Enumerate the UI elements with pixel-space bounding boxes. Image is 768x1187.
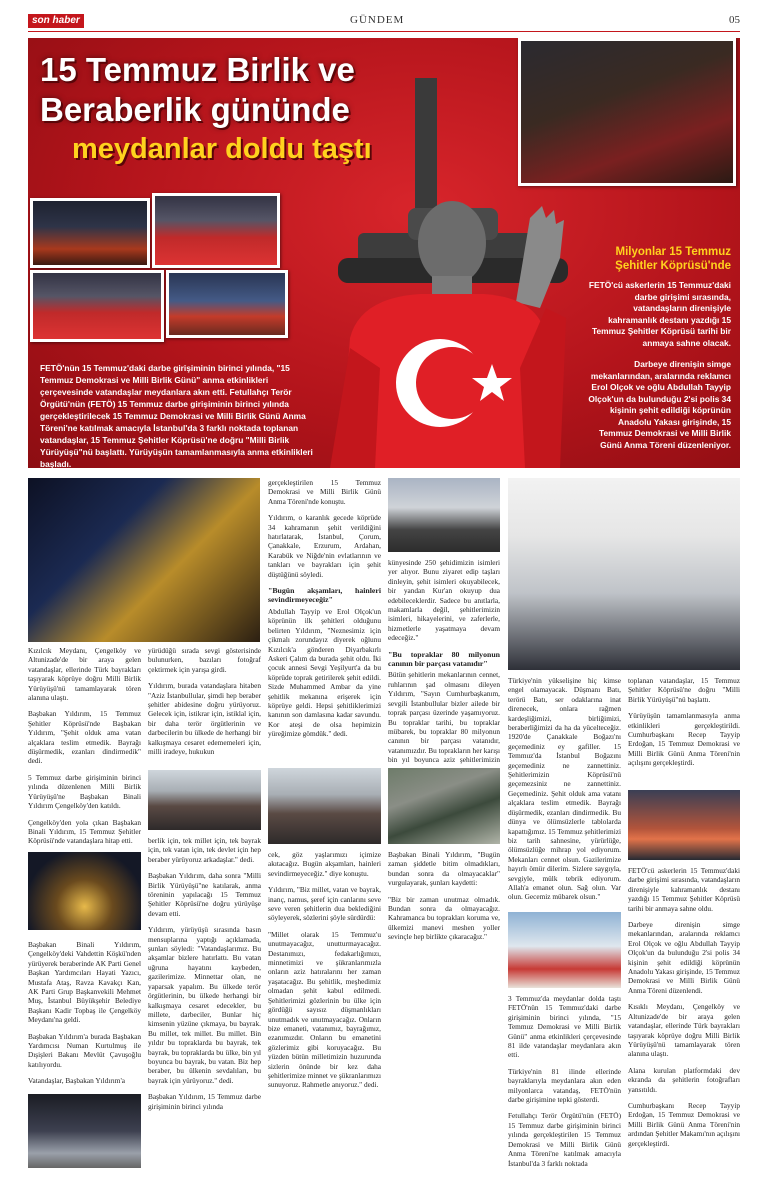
paragraph: "Millet olarak 15 Temmuz'u unutmayacağız, unutturmayacağız. Destanımızı, fedakarlığımızı, minnetimizi ve şükranlarımızla onların aziz hatıralarını her zaman yaşatacağız. Bu şehitlik, meşhedimiz olmadan şehit kabul edilmedi. Şehitlerimizi gözlerinin bu ülke için gördüğü sayısız düşmanlıkları unutmadık ve unutmayacağız. Onların bize emaneti, vatanımız, bayrağımız, ezanımızdır. Onların bu emanetini gözlerimiz gibi koruyacağız. Bu yüzden bütün milletimizin huzurunda sizlerin önünde bir kez daha şehitlerimize minnet ve şükranlarımızı sunuyoruz. Rahmetle anıyoruz." dedi.: [268, 929, 381, 1090]
paragraph: cek, göz yaşlarımızı içimize akıtacağız. Bugün akşamları, hainleri sevindirmeyeceğiz." diye konuştu.: [268, 850, 381, 878]
article-column-5a: [508, 676, 621, 908]
headline-line-3: meydanlar doldu taştı: [72, 133, 372, 165]
subheadline-text: [588, 280, 731, 461]
paragraph: Başbakan Yıldırım, daha sonra "Milli Birlik Yürüyüşü"ne katılarak, anma töreninin yapılacağı 15 Temmuz Şehitler Köprüsü'ne doğru yürüyüşe devam etti.: [148, 871, 261, 918]
article-subheading: "Bu topraklar 80 milyonun canının bir parçası vatanıdır": [388, 649, 500, 669]
paragraph: Yürüyüşün tamamlanmasıyla anma etkinlikleri gerçekleştirildi. Cumhurbaşkanı Recep Tayyip Erdoğan, 15 Temmuz Demokrasi ve Milli Birlik Günü Anma Töreni'nin açılışını gerçekleştirdi.: [628, 711, 740, 768]
paragraph: Vatandaşlar, Başbakan Yıldırım'a: [28, 1076, 126, 1086]
paragraph: Çengelköy'den yola çıkan Başbakan Binali Yıldırım, 15 Temmuz Şehitler Köprüsü'nde vatandaşlara hitap etti.: [28, 817, 141, 846]
paragraph: yürüdüğü sırada sevgi gösterisinde bulunurken, bazıları fotoğraf çektirmek için yarışa girdi.: [148, 646, 261, 674]
article-column-5b: [508, 994, 621, 1168]
article-column-2a: [148, 646, 261, 766]
article-column-3a: [268, 478, 381, 762]
paragraph: "Biz bir zaman unutmaz olmadık. Bundan sonra da olmayacağız. Kahramanca bu toprakları koruma ve, ülkemizi manevi meshen yoller sevinçle hep birlikte çıkaracağız.": [388, 894, 500, 942]
paragraph: berlik için, tek millet için, tek bayrak için, tek vatan için, tek devlet için hep beraber yürüyoruz arkadaşlar." dedi.: [148, 836, 261, 864]
speech-photo: [152, 193, 280, 268]
paragraph: Başbakan Binali Yıldırım, "Bugün zaman şiddetle bitim olmadıkları, bundan sonra da olmayacaklar" vurgulayarak, şunları kaydetti:: [388, 850, 500, 888]
article-column-2b: [148, 836, 261, 1168]
article-column-6a: [628, 676, 740, 788]
paragraph: Türkiye'nin yükselişine hiç kimse engel olamayacak. Düşmanı Batı, terörü Batı, ser odaklarına inat direnecek, onlara rağmen kardeşliğimizi, birliğimizi, beraberliğimizi da ha da yücelteceğiz. 1920'de Çanakkale Boğazı'nı geçemediniz ey gafiller. 15 Temmuz'da İstanbul Boğazını geçemediniz ne zannettiniz. Şehitlerimizin Köprüsü'nü geçemezsiniz ne zannettiniz. Geçemediniz. Şehit olduk ama vatanı alçaklara teslim etmedik. Bayrağı düşürmedik, ezanları dindirmedik. Bu dünya ve ölümsüzlerle tablolarda kapattığımız. 15 Temmuz şehitlerimizi biz tarih sahnesine, yürürlüğe, ölümsüzlüğe mihrap yol ediyorum. Mekanları cennet olsun. Gazilerimize hayırlı ömür dilerim. Sizlere saygıyla, sevgiyle, mülk tebrik ediyorum. Allah'a emanet olun. Sağ olun. Var olun. Gecemiz mübarek olsun.": [508, 676, 621, 902]
paragraph: Yıldırım, yürüyüşü sırasında basın mensuplarına yaptığı açıklamada, şunları söyledi: "Vatandaşlarımız. Bu akşamlar bizlere hatırlattı. Bu vatan uğruna hayatını kaybeden, gazilerimize. Minnettar olan, ne yaparsak yapalım. Bu ülkede terör örgütlerinin, bu ülkede herhangi bir kalkışmaya cesaret edecekler, bu millete, darbeciler, Bunlar hiç kimsenin yüzüne çıkmaya, bu bayrak. Bu millet, tek millet. Bu millet. Bin yıldır bu topraklarda bu bayrak, tek bayrak, bu topraklarda bu ülke, bin yıl boyunca bu bayrak, bu vatan. Biz hep beraber, bu ülkenin sevdalıları, bu bayrak için yürüyoruz." dedi.: [148, 925, 261, 1085]
speaker-waving-photo: [508, 478, 740, 670]
masthead: [0, 0, 768, 34]
page-number: 05: [729, 14, 740, 26]
paragraph: FETÖ'cü askerlerin 15 Temmuz'daki darbe girişimi sırasında, vatandaşların direnişiyle kahramanlık destanı yazdığı 15 Temmuz Şehitler Köprüsü tarihi bir anmaya sahne oldu.: [628, 866, 740, 913]
paragraph: 3 Temmuz'da meydanlar dolda taştı FETÖ'nün 15 Temmuz'daki darbe girişiminin birinci yılında, "15 Temmuz Demokrasi ve Milli Birlik Günü" anma etkinlikleri çerçevesinde 81 ilde vatandaşlar meydanlara akın etti.: [508, 994, 621, 1060]
article-column-1b: [28, 940, 141, 1088]
paragraph: Başbakan Binali Yıldırım, Çengelköy'deki Vahdettin Köşkü'nden yürüyerek beraberinde AK Parti Genel Başkan Yardımcıları Hayati Yazıcı, Mustafa Ataş, Ravza Kavakçı Kan, AK Parti Grup Başkanvekili Mehmet Muş, İstanbul Büyükşehir Belediye Başkanı Kadir Topbaş ile Çengelköy Meydanı'na geldi.: [28, 940, 141, 1025]
article-subheading: "Bugün akşamları, hainleri sevindirmeyeceğiz": [268, 586, 381, 605]
paragraph: gerçekleştirilen 15 Temmuz Demokrasi ve Milli Birlik Günü Anma Töreni'nde konuştu.: [268, 478, 381, 506]
newspaper-logo[interactable]: son haber: [28, 14, 84, 28]
officials-walking-photo: [148, 770, 261, 830]
subheadline-paragraph-2: Darbeye direnişin simge mekanlarından, aralarında reklamcı Erol Olçok ve oğlu Abdullah Tayyip Olçok'un da bulunduğu 2'si polis 34 kişinin şehit edildiği köprünün Anadolu Yakası girişinde, 15 Temmuz Demokrasi ve Milli Birlik Günü Anma Töreni düzenleniyor.: [588, 359, 731, 450]
article-column-1a: [28, 646, 141, 851]
paragraph: Türkiye'nin 81 ilinde ellerinde bayraklarıyla meydanlara akın eden milyonlarca vatandaş, FETÖ'nün darbe girişimine tepki gösterdi.: [508, 1066, 621, 1105]
paragraph: künyesinde 250 şehidimizin isimleri yer alıyor. Bunu ziyaret edip taşları dinleyin, şehit isimleri okuyabilecek, bir yandan Kur'an okuyup dua edebileceklerdir. Sadece bu anıtlarla, makamlarla değil, şehitlerimizin isimleri, hikayelerini, ve zaferlerle, hizmetlerle yaşatmaya devam edeceğiz.": [388, 558, 500, 643]
article-column-6b: [628, 866, 740, 1168]
tank-barrel-shape: [415, 78, 437, 208]
paragraph: 5 Temmuz darbe girişiminin birinci yılında düzenlenen Milli Birlik Yürüyüşü'ne Başbakan Binali Yıldırım Çengelköy'den katıldı.: [28, 772, 141, 811]
paragraph: Başbakan Yıldırım, 15 Temmuz Şehitler Köprüsü'nde Başbakan Yıldırım, "Şehit olduk ama vatan alçaklara teslim etmedik. Bayrağı düşürmedik, ezanları dindirmedik" dedi.: [28, 709, 141, 766]
subheadline: Milyonlar 15 Temmuz Şehitler Köprüsü'nde: [615, 246, 731, 272]
paragraph: Darbeye direnişin simge mekanlarından, aralarında reklamcı Erol Olçok ve oğlu Abdullah Tayyip Olçok'un da bulunduğu 2'si polis 34 kişinin şehit edildiği köprünün Anadolu Yakası girişinde, 15 Temmuz Demokrasi ve Milli Birlik Günü Anma Töreni düzenlendi.: [628, 920, 740, 995]
paragraph: Yıldırım, burada vatandaşlara hitaben "Aziz İstanbullular, şimdi hep beraber şehitler abidesine doğru yürüyoruz. Gelecek için, istikrar için, istiklal için, bir daha terör örgütlerinin ve darbecilerin bu ülkede de herhangi bir kalkışmaya cesaret edememeleri için, milli iradeye, hukukun: [148, 681, 261, 757]
paragraph: Başbakan Yıldırım, 15 Temmuz darbe girişiminin birinci yılında: [148, 1092, 261, 1111]
hero-banner: [28, 38, 740, 468]
article-column-4a: [388, 558, 500, 764]
headline-line-2: Beraberlik gününde: [40, 91, 350, 128]
paragraph: Yıldırım, o karanlık gecede köprüde 34 kahramanın şehit verildiğini hatırlatarak, İstanbul, Çorum, Çanakkale, Erzurum, Ardahan, Karabük ve Niğde'nin evlatlarının ve tankları ve bayrakları için şehit düştüğünü söyledi.: [268, 513, 381, 579]
headline-line-1: 15 Temmuz Birlik ve: [40, 51, 355, 88]
bridge-sunset-photo: [628, 790, 740, 860]
article-column-4b: [388, 850, 500, 1168]
paragraph: Kısıklı Meydanı, Çengelköy ve Altunizade'de bir araya gelen vatandaşlar, ellerinde Türk bayrakları taşıyarak köprüye doğru Milli Birlik Yürüyüşü'nü tamamlayarak tören alanına ulaştı.: [628, 1002, 740, 1059]
paragraph: Cumhurbaşkanı Recep Tayyip Erdoğan, 15 Temmuz Demokrasi ve Milli Birlik Günü Anma Töreni'nin ardından Şehitler Makamı'nın açılışını gerçekleştirdi.: [628, 1100, 740, 1148]
officials-group-photo: [268, 768, 381, 844]
fireworks-crowd-photo: [28, 478, 260, 642]
paragraph: Fetullahçı Terör Örgütü'nün (FETÖ) 15 Temmuz darbe girişiminin birinci yılında gerçekleştirilen 15 Temmuz Demokrasi ve Milli Birlik Günü Anma Töreni'ne katılmak amacıyla İstanbul'da 3 farklı noktada: [508, 1111, 621, 1168]
man-with-flag-shirt-illustration: [320, 198, 580, 468]
crowd-bottom-photo: [28, 1094, 141, 1168]
paragraph: Abdullah Tayyip ve Erol Olçok'un köprünün ilk şehitleri olduğunu belirten Yıldırım, "Neznesimiz için çikmalı zorundayız diyerek oğlunu Kızılcık'a gönderen Diyarbakırlı Askeri Çalım da burada şehit oldu. İki çocuk annesi Sevgi Yeşilyurt'a da bu köprüde toprak getirilerek şehit edildi. Sizde Muhammed Ambar da yine şehitlik mekanına erişerek için köprüye geldi. Hepsi şehitliklerimizi kanının son damlasına kadar savundu. Kor ateşi de olsa hepimizin yüreğimize gömdük." dedi.: [268, 606, 381, 739]
stage-officials-photo: [388, 478, 500, 552]
paragraph: toplanan vatandaşlar, 15 Temmuz Şehitler Köprüsü'ne doğru "Milli Birlik Yürüyüşü"nü başlattı.: [628, 676, 740, 704]
hero-caption: FETÖ'nün 15 Temmuz'daki darbe girişiminin birinci yılında, "15 Temmuz Demokrasi ve Milli Birlik Günü" anma etkinlikleri çerçevesinde vatandaşlar meydanlara akın etti. Fetullahçı Terör Örgütü'nün (FETÖ) 15 Temmuz darbe girişiminin birinci yılında gerçekleştirilecek 15 Temmuz Demokrasi ve Milli Birlik Günü Anma Töreni'ne katılmak amacıyla İstanbul'da 3 farklı noktada toplanan vatandaşlar, 15 Temmuz Şehitler Köprüsü'ne doğru "Milli Birlik Yürüyüşü"nü başlattı. Yürüyüşün tamamlanmasıyla anma etkinlikleri başladı.: [40, 363, 313, 468]
article-column-3b: [268, 850, 381, 1168]
monument-photo: [508, 912, 621, 988]
paragraph: Bütün şehitlerin mekanlarının cennet, ruhlarının şad olmasını dileyen Yıldırım, "Sayın Cumhurbaşkanım, sevgili İstanbullular bizler ailede bir toprak parçası üzerinde yaşamıyoruz. Bu topraklar tarihi, bu topraklar mübarek, bu topraklar 80 milyonun canının bir parçası vatanıdır, vatanımızdır. Bu toprakların her karışı bin yıl boyunca aziz şehitlerimizin: [388, 670, 500, 764]
subheadline-paragraph-1: FETÖ'cü askerlerin 15 Temmuz'daki darbe girişimi sırasında, vatandaşların direnişiyle kahramanlık destanı yazdığı 15 Temmuz Şehitler Köprüsü tarihi bir anmaya sahne olacak.: [588, 280, 731, 348]
bridge-crowd-photo: [166, 270, 288, 338]
section-name: GÜNDEM: [350, 14, 405, 26]
paragraph: Kızılcık Meydanı, Çengelköy ve Altunizade'de bir araya gelen vatandaşlar, ellerinde Türk bayrakları taşıyarak köprüye doğru Milli Birlik Yürüyüşü'nü tamamlayarak tören alanına ulaştı.: [28, 646, 141, 703]
paragraph: Başbakan Yıldırım'a burada Başbakan Yardımcısı Numan Kurtulmuş ile Dışişleri Bakanı Mevlüt Çavuşoğlu katılıyordu.: [28, 1031, 141, 1069]
paragraph: Yıldırım, "Biz millet, vatan ve bayrak, inanç, namus, şeref için canlarını seve seve veren şehitlerin dua beklediğini söyleyerek, sözlerini şöyle sürdürdü:: [268, 885, 381, 923]
paragraph: Alana kurulan platformdaki dev ekranda da şehitlerin fotoğrafları yansıtıldı.: [628, 1065, 740, 1094]
headline: [40, 50, 420, 168]
crowd-with-flags-photo: [518, 38, 736, 186]
aerial-crowd-photo: [388, 768, 500, 844]
header-rule: [28, 31, 740, 32]
night-stage-photo: [28, 852, 141, 930]
red-crowd-photo: [30, 270, 164, 342]
bridge-night-photo: [30, 198, 150, 268]
